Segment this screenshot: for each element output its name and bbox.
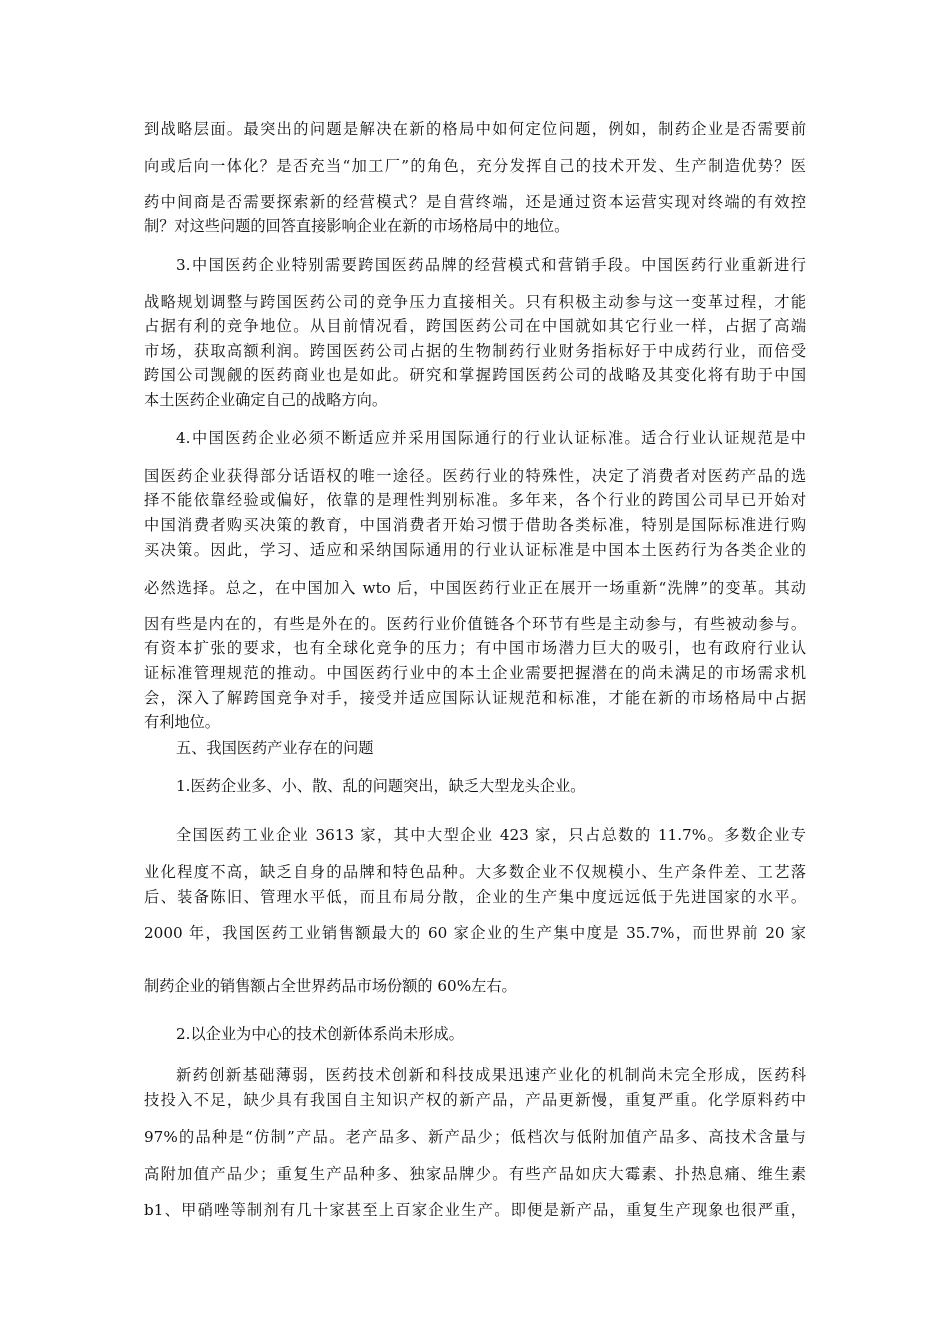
paragraph-4-line-5: 制药企业的销售额占全世界药品市场份额的 60%左右。	[144, 977, 517, 995]
paragraph-3-line-10: 会，深入了解跨国竞争对手，接受并适应国际认证规范和标准，才能在新的市场格局中占据	[144, 689, 806, 707]
paragraph-2-line-6: 本土医药企业确定自己的战略方向。	[144, 391, 387, 409]
paragraph-3-line-6: 必然选择。总之，在中国加入 wto 后，中国医药行业正在展开一场重新“洗牌”的变革。其动	[144, 579, 806, 597]
paragraph-1-line-3: 药中间商是否需要探索新的经营模式？是自营终端，还是通过资本运营实现对终端的有效控	[144, 193, 806, 211]
paragraph-2-line-3: 占据有利的竞争地位。从目前情况看，跨国医药公司在中国就如其它行业一样，占据了高端	[144, 317, 806, 335]
paragraph-2-line-5: 跨国公司觊觎的医药商业也是如此。研究和掌握跨国医药公司的战略及其变化将有助于中国	[144, 366, 806, 384]
paragraph-3-line-2: 国医药企业获得部分话语权的唯一途径。医药行业的特殊性，决定了消费者对医药产品的选	[144, 467, 806, 485]
paragraph-2-line-2: 战略规划调整与跨国医药公司的竞争压力直接相关。只有积极主动参与这一变革过程，才能	[144, 293, 806, 311]
paragraph-2-line-1: 3.中国医药企业特别需要跨国医药品牌的经营模式和营销手段。中国医药行业重新进行	[176, 256, 806, 274]
paragraph-3-line-4: 中国消费者购买决策的教育，中国消费者开始习惯于借助各类标准，特别是国际标准进行购	[144, 516, 806, 534]
paragraph-5-line-2: 技投入不足，缺少具有我国自主知识产权的新产品，产品更新慢，重复严重。化学原料药中	[144, 1091, 806, 1109]
paragraph-3-line-8: 有资本扩张的要求，也有全球化竞争的压力；有中国市场潜力巨大的吸引，也有政府行业认	[144, 639, 806, 657]
paragraph-1-line-4: 制？对这些问题的回答直接影响企业在新的市场格局中的地位。	[144, 217, 570, 235]
paragraph-5-line-3: 97%的品种是“仿制”产品。老产品多、新产品少；低档次与低附加值产品多、高技术含量与	[144, 1128, 806, 1146]
paragraph-3-line-5: 买决策。因此，学习、适应和采纳国际通用的行业认证标准是中国本土医药行为各类企业的	[144, 541, 806, 559]
paragraph-3-line-7: 因有些是内在的，有些是外在的。医药行业价值链各个环节有些是主动参与，有些被动参与。	[144, 615, 806, 633]
paragraph-2-line-4: 市场，获取高额利润。跨国医药公司占据的生物制药行业财务指标好于中成药行业，而倍受	[144, 342, 806, 360]
section-heading-5: 五、我国医药产业存在的问题	[176, 739, 374, 757]
paragraph-4-line-1: 全国医药工业企业 3613 家，其中大型企业 423 家，只占总数的 11.7%。多数企业专	[176, 826, 806, 844]
paragraph-5-line-4: 高附加值产品少；重复生产品种多、独家品牌少。有些产品如庆大霉素、扑热息痛、维生素	[144, 1165, 806, 1183]
subheading-1: 1.医药企业多、小、散、乱的问题突出，缺乏大型龙头企业。	[176, 777, 586, 795]
paragraph-3-line-9: 证标准管理规范的推动。中国医药行业中的本土企业需要把握潜在的尚未满足的市场需求机	[144, 664, 806, 682]
paragraph-3-line-3: 择不能依靠经验或偏好，依靠的是理性判别标准。多年来，各个行业的跨国公司早已开始对	[144, 491, 806, 509]
paragraph-5-line-1: 新药创新基础薄弱，医药技术创新和科技成果迅速产业化的机制尚未完全形成，医药科	[176, 1066, 806, 1084]
paragraph-5-line-5: b1、甲硝唑等制剂有几十家甚至上百家企业生产。即便是新产品，重复生产现象也很严重，	[144, 1201, 806, 1219]
paragraph-3-line-1: 4.中国医药企业必须不断适应并采用国际通行的行业认证标准。适合行业认证规范是中	[176, 429, 806, 447]
paragraph-1-line-2: 向或后向一体化？是否充当“加工厂”的角色，充分发挥自己的技术开发、生产制造优势？医	[144, 157, 806, 175]
subheading-2: 2.以企业为中心的技术创新体系尚未形成。	[176, 1025, 464, 1043]
paragraph-4-line-2: 业化程度不高，缺乏自身的品牌和特色品种。大多数企业不仅规模小、生产条件差、工艺落	[144, 863, 806, 881]
paragraph-4-line-4: 2000 年，我国医药工业销售额最大的 60 家企业的生产集中度是 35.7%，而世界前 20 家	[144, 924, 806, 942]
paragraph-1-line-1: 到战略层面。最突出的问题是解决在新的格局中如何定位问题，例如，制药企业是否需要前	[144, 120, 806, 138]
paragraph-3-line-11: 有利地位。	[144, 713, 220, 731]
paragraph-4-line-3: 后、装备陈旧、管理水平低，而且布局分散，企业的生产集中度远远低于先进国家的水平。	[144, 888, 806, 906]
